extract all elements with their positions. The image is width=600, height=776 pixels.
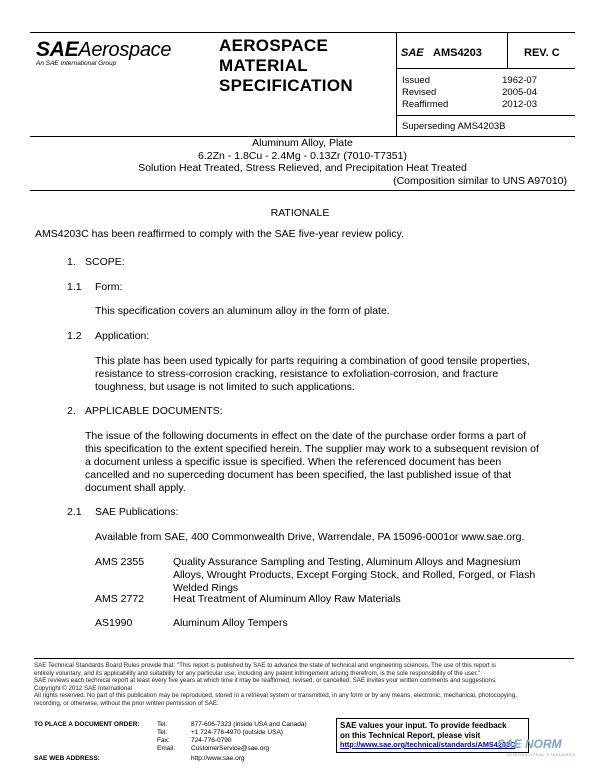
divider: [30, 190, 575, 191]
date-label: Issued: [402, 75, 430, 86]
document-desc-line: Quality Assurance Sampling and Testing, Aluminum Alloys and Magnesium: [173, 556, 521, 568]
ams-number: AMS4203: [433, 47, 482, 59]
date-value: 1962-07: [502, 75, 537, 86]
date-value: 2012-03: [502, 99, 537, 110]
spec-title-line: MATERIAL: [219, 56, 308, 75]
title-line: Solution Heat Treated, Stress Relieved, and Precipitation Heat Treated: [138, 162, 467, 174]
section-number: 2.1: [67, 506, 82, 518]
section-title: SAE Publications:: [95, 506, 179, 518]
contact-value: 724-776-0790: [191, 737, 232, 744]
text-line: resistance to stress-corrosion cracking, resistance to exfoliation-corrosion, and fracture: [95, 368, 499, 380]
document-code: AMS 2355: [95, 556, 145, 568]
order-label: TO PLACE A DOCUMENT ORDER:: [34, 721, 140, 728]
section-title: Application:: [95, 330, 150, 342]
footer-line: SAE reviews each technical report at least every five years at which time it may be reaffirmed, revised, or cancelled. SAE invites your written comments and suggestions.: [34, 677, 497, 685]
section-number: 1.1: [67, 281, 82, 293]
footer-line: recording, or otherwise, without the prior written permission of SAE.: [34, 699, 219, 707]
document-code: AMS 2772: [95, 593, 145, 605]
footer-line: Copyright © 2012 SAE International: [34, 684, 133, 692]
spec-title-line: SPECIFICATION: [219, 76, 353, 95]
section-number: 1.: [67, 256, 76, 268]
section-title: Form:: [95, 281, 123, 293]
date-label: Reaffirmed: [402, 99, 449, 110]
order-info: [34, 721, 334, 771]
contact-value[interactable]: CustomerService@sae.org: [191, 745, 270, 752]
document-desc-line: Welded Rings: [173, 582, 239, 594]
footer-legal: [34, 662, 574, 708]
text-line: this specification to the extent specified herein. The supplier may work to a subsequent revision of: [85, 443, 539, 455]
web-label: SAE WEB ADDRESS:: [34, 755, 100, 762]
date-label: Revised: [402, 87, 437, 98]
superseding: Superseding AMS4203B: [402, 121, 506, 132]
document-desc-line: Alloys, Wrought Products, Except Forging Stock, and Rolled, Forged, or Flash: [173, 569, 536, 581]
sae-mini-logo: SAE: [401, 47, 424, 59]
sae-norm-watermark: SAE NORM: [497, 737, 562, 751]
contact-key: Tel:: [157, 721, 168, 728]
contact-key: Email:: [157, 745, 176, 752]
logo-word: Aerospace: [78, 39, 172, 61]
section-text: [85, 430, 539, 495]
rationale-text: AMS4203C has been reaffirmed to comply with the SAE five-year review policy.: [35, 228, 405, 240]
logo-subtitle: An SAE International Group: [36, 60, 117, 67]
web-address-link[interactable]: http://www.sae.org: [191, 755, 245, 762]
spec-title-line: AEROSPACE: [219, 36, 329, 55]
date-value: 2005-04: [502, 87, 537, 98]
section-title: APPLICABLE DOCUMENTS:: [85, 405, 223, 417]
section-text: Available from SAE, 400 Commonwealth Drive, Warrendale, PA 15096-0001or www.sae.org.: [95, 531, 525, 543]
title-line: Aluminum Alloy, Plate: [252, 137, 353, 149]
footer-line: entirely voluntary, and its applicability and suitability for any particular use, including any patent infringement arising therefrom, is the sole responsibility of the user.": [34, 669, 481, 677]
contact-key: Fax:: [157, 737, 170, 744]
watermark-subtitle: INTERNATIONAL STANDARDS: [507, 752, 576, 757]
section-number: 1.2: [67, 330, 82, 342]
text-line: This plate has been used typically for parts requiring a combination of good tensile properties,: [95, 355, 530, 367]
contact-key: Tel:: [157, 729, 168, 736]
text-line: toughness, but usage is not limited to such applications.: [95, 381, 355, 393]
text-line: The issue of the following documents in effect on the date of the purchase order forms a part of: [85, 430, 527, 442]
footer-divider: [34, 658, 574, 659]
text-line: document shall apply.: [85, 482, 186, 494]
spec-title: [219, 36, 353, 96]
title-line: 6.2Zn - 1.8Cu - 2.4Mg - 0.13Zr (7010-T7351): [198, 149, 407, 162]
document-desc-line: Aluminum Alloy Tempers: [173, 617, 288, 629]
logo-brand: SAE: [36, 38, 79, 61]
feedback-text: SAE values your input. To provide feedback: [340, 721, 507, 730]
revision: REV. C: [524, 47, 560, 59]
feedback-text: on this Technical Report, please visit: [340, 730, 481, 740]
text-line: cancelled and no superceding document has been specified, the last published issue of that: [85, 469, 512, 481]
dates-block: [402, 75, 537, 111]
material-title: [30, 137, 575, 187]
sae-aerospace-logo: [36, 38, 171, 67]
document-code: AS1990: [95, 617, 133, 629]
feedback-link[interactable]: http://www.sae.org/technical/standards/AMS4203C: [340, 740, 516, 749]
footer-line: All rights reserved. No part of this publication may be reproduced, stored in a retrieval system or transmitted, in any form or by any means, electronic, mechanical, photocopying,: [34, 692, 517, 700]
title-line: (Composition similar to UNS A97010): [393, 174, 567, 187]
rationale-heading: RATIONALE: [270, 207, 330, 219]
text-line: a document unless a specific issue is specified. When the referenced document has been: [85, 456, 502, 468]
section-number: 2.: [67, 405, 76, 417]
contact-value: +1 724-776-4970 (outside USA): [191, 729, 283, 736]
document-desc-line: Heat Treatment of Aluminum Alloy Raw Materials: [173, 593, 401, 605]
contact-value: 877-606-7323 (inside USA and Canada): [191, 721, 307, 728]
section-text: This specification covers an aluminum alloy in the form of plate.: [95, 305, 390, 317]
footer-line: SAE Technical Standards Board Rules provide that: "This report is published by SAE to advance the state of technical and engineering sciences. The use of this report is: [34, 662, 496, 669]
section-text: [95, 355, 530, 394]
section-title: SCOPE:: [85, 256, 125, 268]
